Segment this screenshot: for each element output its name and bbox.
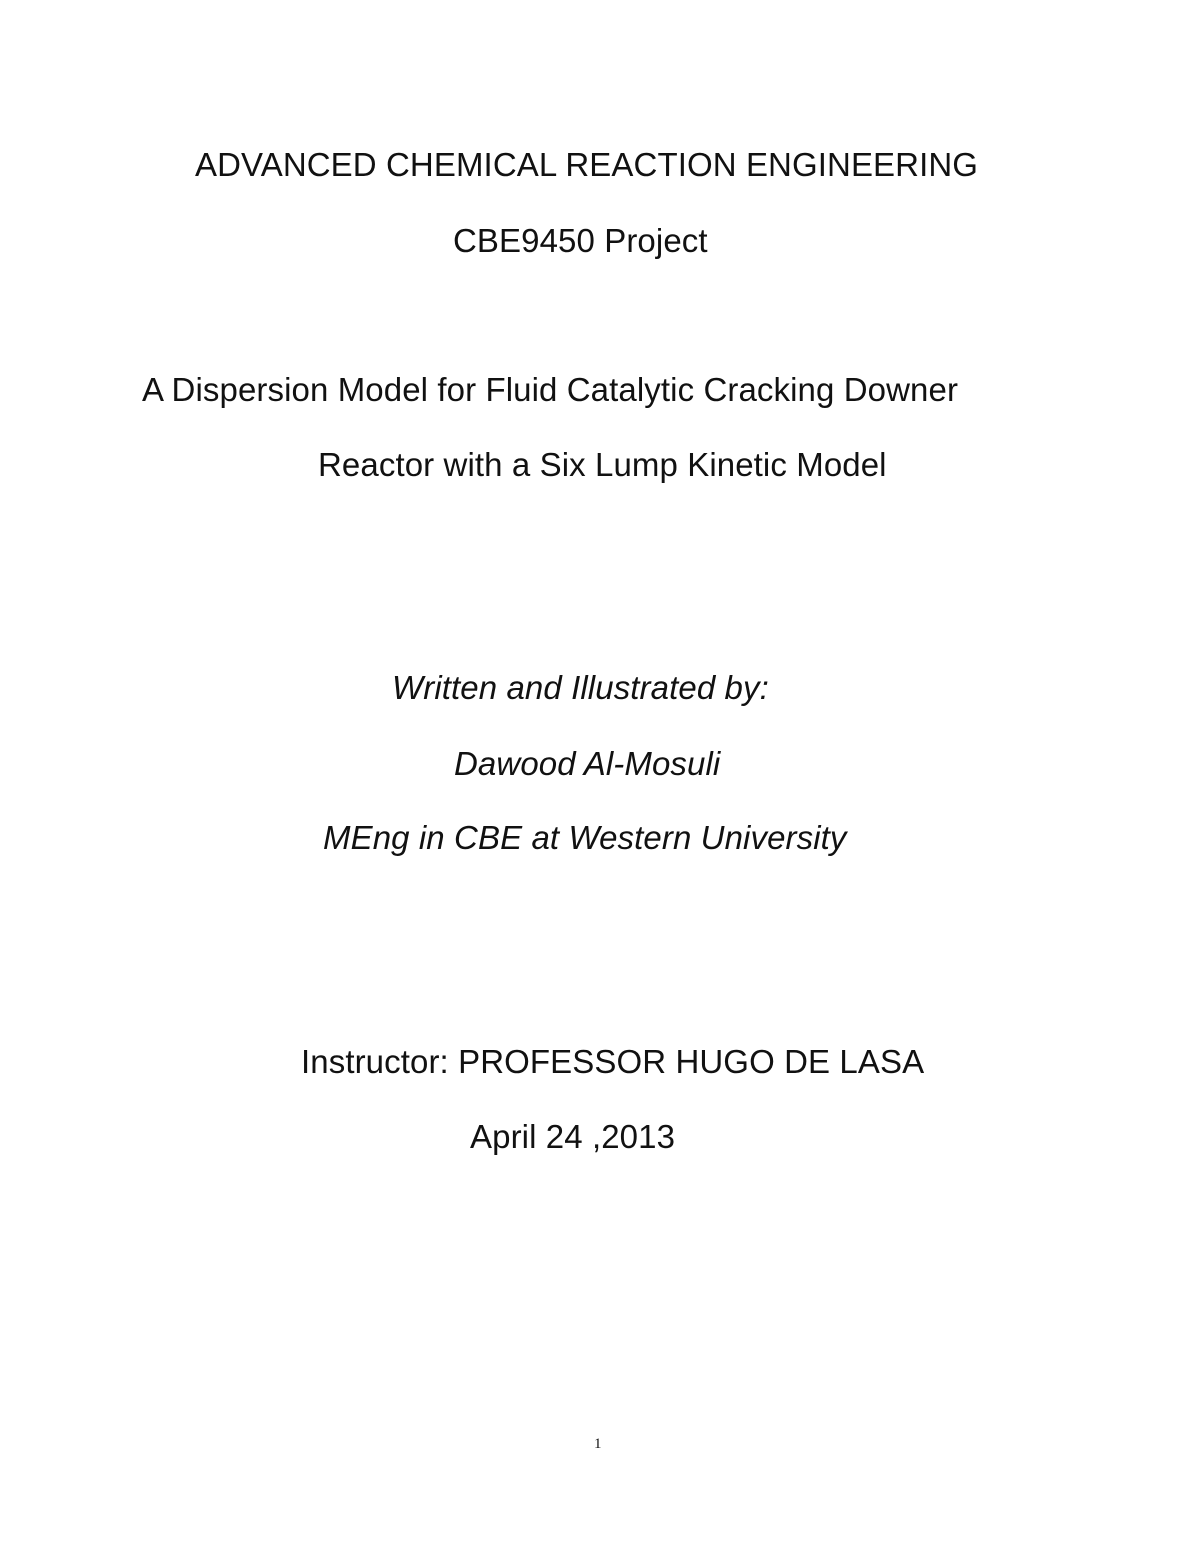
page-number: 1 (594, 1436, 602, 1452)
document-date: April 24 ,2013 (470, 1118, 676, 1155)
byline-label: Written and Illustrated by: (392, 669, 769, 706)
course-title: ADVANCED CHEMICAL REACTION ENGINEERING (195, 146, 979, 183)
author-affiliation: MEng in CBE at Western University (323, 819, 847, 856)
paper-title-line-2: Reactor with a Six Lump Kinetic Model (318, 446, 887, 483)
author-name: Dawood Al-Mosuli (454, 745, 721, 782)
paper-title-line-1: A Dispersion Model for Fluid Catalytic Cracking Downer (142, 371, 959, 408)
project-code: CBE9450 Project (453, 222, 708, 259)
instructor-line: Instructor: PROFESSOR HUGO DE LASA (301, 1043, 925, 1080)
